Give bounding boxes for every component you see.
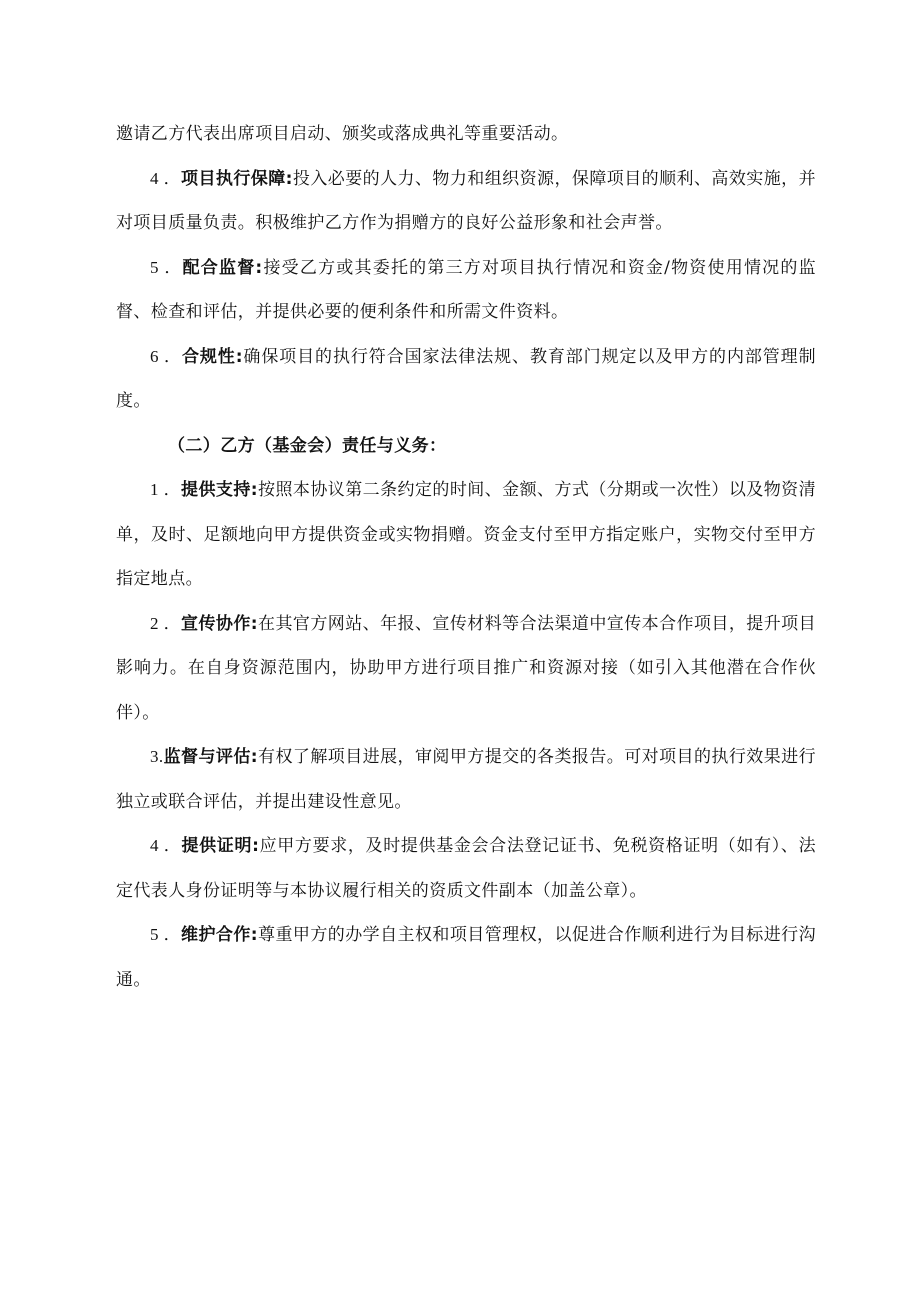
party-b-item-5 [116, 913, 816, 1002]
item-number: 5 ． [150, 925, 182, 944]
section-heading: （二）乙方（基金会）责任与义务： [168, 435, 447, 456]
item-text: 接受乙方或其委托的第三方对项目执行情况和资金/物资使用情况的监督、检查和评估，并提供必要的便利条件和所需文件资料。 [116, 257, 816, 322]
item-text: 确保项目的执行符合国家法律法规、教育部门规定以及甲方的内部管理制度。 [116, 346, 816, 411]
item-label: 合规性: [181, 346, 243, 367]
item-label: 提供支持: [181, 480, 258, 500]
item-number: 2 ． [150, 613, 182, 633]
party-b-item-3 [116, 735, 816, 824]
party-a-item-5 [116, 246, 816, 335]
item-text: 在其官方网站、年报、宣传材料等合法渠道中宣传本合作项目，提升项目影响力。在自身资源范围内，协助甲方进行项目推广和资源对接（如引入其他潜在合作伙伴）。 [116, 613, 816, 723]
item-text: 按照本协议第二条约定的时间、金额、方式（分期或一次性）以及物资清单，及时、足额地向甲方提供资金或实物捐赠。资金支付至甲方指定账户，实物交付至甲方指定地点。 [116, 480, 816, 589]
item-number: 6 ． [150, 346, 182, 366]
item-text: 应甲方要求，及时提供基金会合法登记证书、免税资格证明（如有）、法定代表人身份证明等与本协议履行相关的资质文件副本（加盖公章）。 [116, 836, 816, 901]
item-label: 项目执行保障: [181, 168, 293, 189]
party-b-item-2 [116, 602, 816, 736]
item-text: 有权了解项目进展，审阅甲方提交的各类报告。可对项目的执行效果进行独立或联合评估，并提出建设性意见。 [116, 747, 816, 812]
item-label: 提供证明: [181, 836, 260, 856]
item-label: 配合监督: [182, 257, 263, 278]
item-text: 投入必要的人力、物力和组织资源，保障项目的顺利、高效实施，并对项目质量负责。积极维护乙方作为捐赠方的良好公益形象和社会声誉。 [116, 168, 816, 233]
party-a-item-6 [116, 335, 816, 424]
item-number: 5 ． [150, 257, 183, 277]
continuation-paragraph: 邀请乙方代表出席项目启动、颁奖或落成典礼等重要活动。 [116, 124, 569, 144]
party-b-item-1 [116, 468, 816, 602]
party-a-item-4 [116, 157, 816, 246]
item-label: 监督与评估: [163, 747, 258, 767]
party-b-item-4 [116, 824, 816, 913]
item-number: 4 ． [150, 168, 182, 188]
item-label: 宣传协作: [181, 613, 258, 634]
item-text: 尊重甲方的办学自主权和项目管理权，以促进合作顺利进行为目标进行沟通。 [116, 925, 816, 990]
item-number: 1 ． [150, 480, 182, 499]
item-label: 维护合作: [181, 925, 258, 945]
item-number: 3. [150, 747, 164, 766]
item-number: 4 ． [150, 836, 182, 855]
document-body [116, 112, 816, 1002]
